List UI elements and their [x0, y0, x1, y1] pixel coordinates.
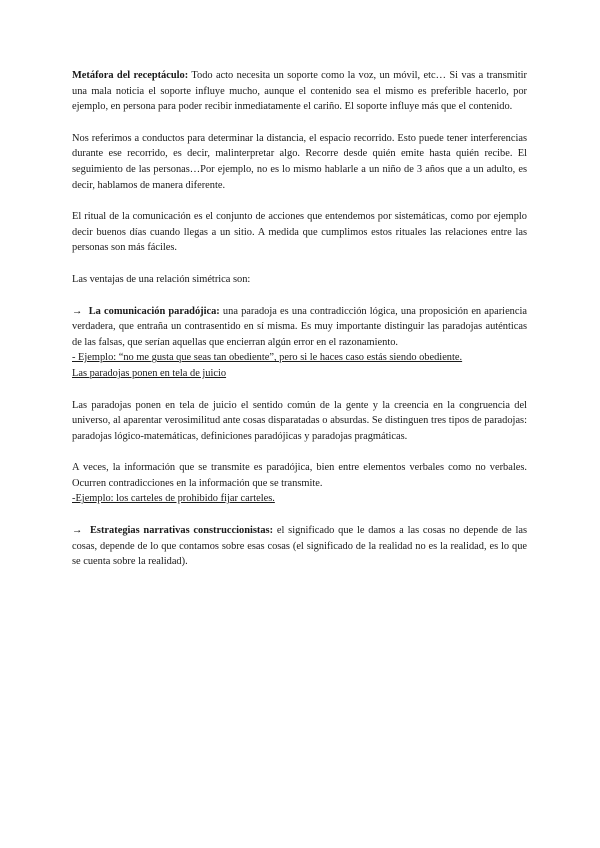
- paragraph-text: Las paradojas ponen en tela de juicio el sentido común de la gente y la creencia en la congruencia del universo, al aparentar verosimilitud ante cosas disparatadas o absurdas. Se distinguen tres tipos de paradojas: paradojas lógico-matemáticas, definiciones paradójicas y paradojas pragmáticas.: [72, 399, 527, 442]
- arrow-icon: →: [72, 525, 83, 537]
- paragraph-estrategias-narrativas: [72, 523, 527, 570]
- paragraph-informacion-paradojica: [72, 460, 527, 491]
- paragraph-comunicacion-paradojica: [72, 304, 527, 351]
- paragraph-text: El ritual de la comunicación es el conjunto de acciones que entendemos por sistemáticas, como por ejemplo decir buenos días cuando llegas a un sitio. A medida que cumplimos estos rituales las relaciones entre las personas son más fáciles.: [72, 211, 527, 254]
- example-obediente: - Ejemplo: “no me gusta que seas tan obediente”, pero si le haces caso estás siendo obediente.: [72, 352, 463, 364]
- paragraph-text: A veces, la información que se transmite es paradójica, bien entre elementos verbales como no verbales. Ocurren contradicciones en la información que se transmite.: [72, 462, 527, 489]
- paragraph-ventajas: [72, 272, 527, 288]
- paragraph-text: una paradoja es una contradicción lógica, una proposición en apariencia verdadera, que entraña un contrasentido en sí misma. Es muy importante distinguir las paradojas auténticas de las falsas, que serían aquellas que encierran algún error en el razonamiento.: [72, 305, 527, 348]
- paragraph-text: el significado que le damos a las cosas no depende de las cosas, depende de lo que contamos sobre esas cosas (el significado de la realidad no es la realidad, es lo que se cuenta sobre la realidad).: [72, 525, 527, 568]
- paragraph-conductos: [72, 131, 527, 193]
- paragraph-text: Nos referimos a conductos para determinar la distancia, el espacio recorrido. Esto puede tener interferencias durante ese recorrido, es decir, malinterpretar algo. Recorre desde quién emite hasta quién recibe. El seguimiento de las personas…Por ejemplo, no es lo mismo hablarle a un niño de 3 años que a un adulto, es decir, hablamos de manera diferente.: [72, 132, 527, 191]
- note-tela-de-juicio: Las paradojas ponen en tela de juicio: [72, 367, 227, 379]
- paragraph-text: Las ventajas de una relación simétrica son:: [72, 273, 251, 285]
- paragraph-ritual: [72, 209, 527, 256]
- example-carteles: -Ejemplo: los carteles de prohibido fijar carteles.: [72, 493, 275, 505]
- paragraph-metafora: [72, 68, 527, 115]
- paragraph-text: Todo acto necesita un soporte como la voz, un móvil, etc… Si vas a transmitir una mala noticia el soporte influye mucho, aunque el contenido sea el mismo es preferible hacerlo, por ejemplo, en persona para poder recibir inmediatamente el cariño. El soporte influye más que el contenido.: [72, 70, 527, 113]
- term-estrategias-narrativas: Estrategias narrativas construccionistas:: [90, 525, 274, 537]
- term-metafora-receptaculo: Metáfora del receptáculo:: [72, 70, 189, 81]
- document-body: [72, 68, 527, 586]
- paragraph-paradojas-tipos: [72, 398, 527, 445]
- arrow-icon: →: [72, 305, 83, 317]
- term-comunicacion-paradojica: La comunicación paradójica:: [88, 305, 220, 317]
